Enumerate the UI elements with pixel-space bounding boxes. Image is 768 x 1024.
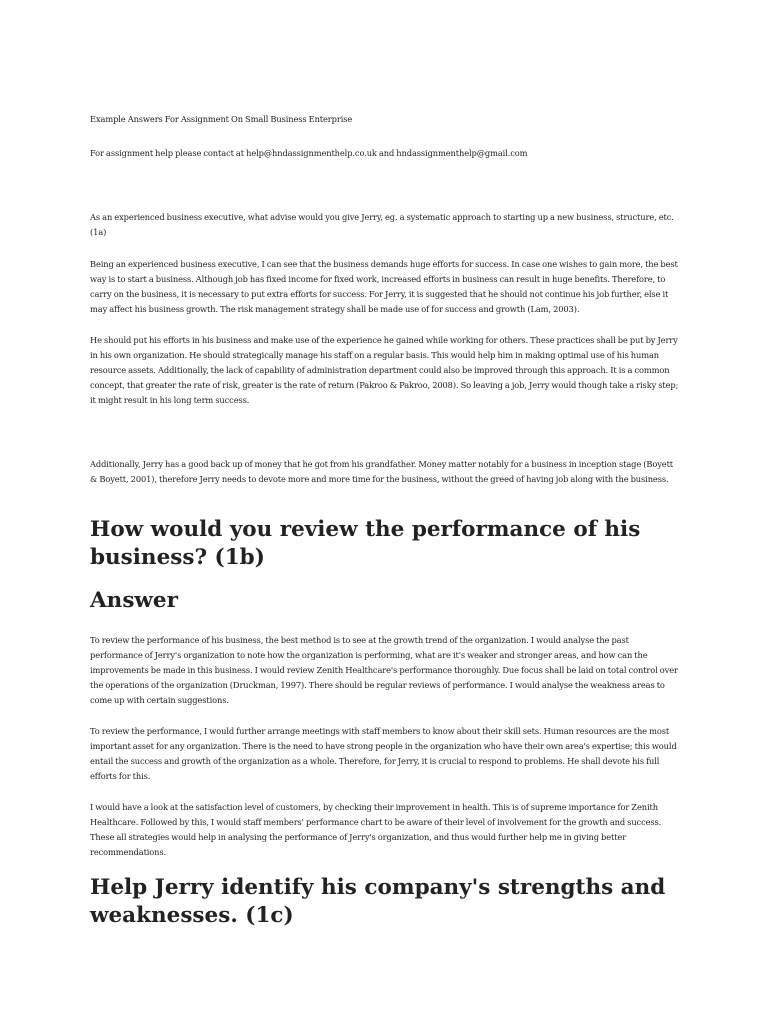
contact-line: For assignment help please contact at help@hndassignmenthelp.co.uk and hndassignmenthelp@gmail.com <box>90 148 528 158</box>
paragraph-1b-2: To review the performance, I would further arrange meetings with staff members to know about their skill sets. Human resources are the most important asset for any organization. There is the need to have strong people in the organization who have their own area's expertise; this would entail the success and growth of the organization as a whole. Therefore, for Jerry, it is crucial to respond to problems. He shall devote his full efforts for this. <box>90 726 677 781</box>
paragraph-1b-3: I would have a look at the satisfaction level of customers, by checking their improvement in health. This is of supreme importance for Zenith Healthcare. Followed by this, I would staff members' performance chart to be aware of their level of involvement for the growth and success. These all strategies would help in analysing the performance of Jerry's organization, and thus would further help me in giving better recommendations. <box>90 802 662 857</box>
heading-1c: Help Jerry identify his company's strengths and weaknesses. (1c) <box>90 875 666 928</box>
paragraph-1a-1: Being an experienced business executive, I can see that the business demands huge efforts for success. In case one wishes to gain more, the best way is to start a business. Although job has fixed income for fixed work, increased efforts in business can result in huge benefits. Therefore, to carry on the business, it is necessary to put extra efforts for success. For Jerry, it is suggested that he should not continue his job further, else it may affect his business growth. The risk management strategy shall be made use of for success and growth (Lam, 2003). <box>90 259 678 314</box>
paragraph-1a-2: He should put his efforts in his business and make use of the experience he gained while working for others. These practices shall be put by Jerry in his own organization. He should strategically manage his staff on a regular basis. This would help him in making optimal use of his human resource assets. Additionally, the lack of capability of administration department could also be improved through this approach. It is a common concept, that greater the rate of risk, greater is the rate of return (Pakroo & Pakroo, 2008). So leaving a job, Jerry would though take a risky step; it might result in his long term success. <box>90 335 679 405</box>
heading-1b: How would you review the performance of his business? (1b) <box>90 517 641 570</box>
answer-heading: Answer <box>90 588 178 613</box>
paragraph-1a-3: Additionally, Jerry has a good back up of money that he got from his grandfather. Money matter notably for a business in inception stage (Boyett & Boyett, 2001), therefore Jerry needs to devote more and more time for the business, without the greed of having job along with the business. <box>90 459 674 484</box>
document-title-line: Example Answers For Assignment On Small Business Enterprise <box>90 114 353 124</box>
paragraph-1b-1: To review the performance of his business, the best method is to see at the growth trend of the organization. I would analyse the past performance of Jerry's organization to note how the organization is performing, what are it's weaker and stronger areas, and how can the improvements be made in this business. I would review Zenith Healthcare's performance thoroughly. Due focus shall be laid on total control over the operations of the organization (Druckman, 1997). There should be regular reviews of performance. I would analyse the weakness areas to come up with certain suggestions. <box>90 635 678 705</box>
question-1a: As an experienced business executive, what advise would you give Jerry, eg. a systematic approach to starting up a new business, structure, etc. (1a) <box>90 212 674 237</box>
